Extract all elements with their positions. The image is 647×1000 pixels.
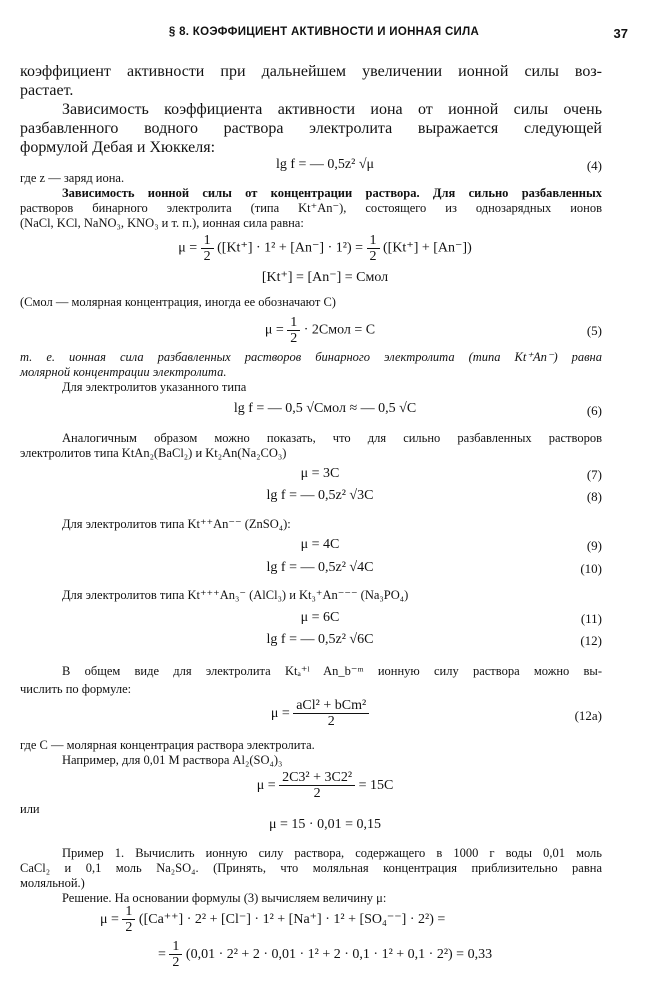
equation-number: (7) [586,467,602,482]
running-header [20,26,628,44]
fraction-denominator: 2 [369,249,377,264]
formula-part: μ = [100,912,119,927]
text-line: формулой Дебая и Хюккеля: [20,139,216,156]
formula-9: μ = 4C [300,537,340,552]
text-line: разбавленного водного раствора электролита выражается следующей [20,120,602,137]
fraction-half [287,315,300,346]
formula-solution-step1 [100,903,560,937]
fraction-numerator: 1 [169,939,182,955]
equation-number: (4) [586,158,602,173]
fraction-half [122,904,135,935]
formula-concentration-equality: [Kt⁺] = [An⁻] = Cмол [261,270,389,285]
equation-number: (12a) [574,708,602,723]
text-line: Зависимость коэффициента активности иона от ионной силы очень [62,101,602,118]
formula-12a [230,698,410,730]
text-line: где z — заряд иона. [20,171,125,185]
example-line: Пример 1. Вычислить ионную силу раствора, содержащего в 1000 г воды 0,01 моль [62,846,602,860]
formula-6: lg f = — 0,5 √Cмол ≈ — 0,5 √C [233,401,417,416]
page-number: 37 [613,26,628,41]
text-line: или [20,802,40,816]
solution-line: Решение. На основании формулы (3) вычисляем величину μ: [62,891,387,905]
formula-4: lg f = — 0,5z² √μ [275,157,375,172]
formula-ionic-strength-binary [160,233,490,264]
equation-number: (5) [586,323,602,338]
fraction [279,770,355,801]
formula-solution-step2 [158,938,578,972]
section-title: § 8. КОЭФФИЦИЕНТ АКТИВНОСТИ И ИОННАЯ СИЛА [168,26,480,38]
formula-part: ([Kt⁺] · 1² + [An⁻] · 1²) = [217,240,363,256]
text-line: коэффициент активности при дальнейшем увеличении ионной силы воз- [20,63,602,80]
text-line: Для электролитов типа Kt⁺⁺An⁻⁻ (ZnSO₄): [62,517,291,531]
fraction-denominator: 2 [327,714,335,730]
formula-10: lg f = — 0,5z² √4C [266,560,374,575]
text-line: электролитов типа KtAn₂(BaCl₂) и Kt₂An(Na₂CO₃) [20,446,287,460]
formula-part: μ = [256,778,276,793]
formula-11: μ = 6C [300,610,340,625]
section-heading-line: Зависимость ионной силы от концентрации раствора. Для сильно разбавленных [62,186,602,200]
fraction-denominator: 2 [172,955,180,971]
formula-part: = [158,947,166,962]
text-line: Для электролитов указанного типа [62,380,247,394]
formula-5 [230,315,410,346]
formula-part: μ = [178,240,198,256]
formula-part: ([Ca⁺⁺] · 2² + [Cl⁻] · 1² + [Na⁺] · 1² + [SO₄⁻⁻] · 2²) = [138,912,446,927]
formula-part: (0,01 · 2² + 2 · 0,01 · 1² + 2 · 0,1 · 1² + 0,1 · 2²) = 0,33 [185,947,493,962]
italic-statement-line: молярной концентрации электролита. [20,365,227,379]
text-line: где C — молярная концентрация раствора электролита. [20,738,315,752]
formula-part: μ = [264,322,284,338]
fraction-half [367,233,380,264]
fraction-numerator: 2C3² + 3C2² [279,770,355,786]
formula-example-result: μ = 15 · 0,01 = 0,15 [269,817,381,832]
formula-8: lg f = — 0,5z² √3C [266,488,374,503]
italic-statement-line: т. е. ионная сила разбавленных растворов бинарного электролита (типа Kt⁺An⁻) равна [20,350,602,364]
fraction-numerator: 1 [367,233,380,249]
formula-example-al2so43 [220,770,430,802]
text-line: В общем виде для электролита Ktₐ⁺ˡ An_b⁻ᵐ ионную силу раствора можно вы- [62,664,602,678]
fraction-denominator: 2 [290,331,298,346]
text-line: Для электролитов типа Kt⁺⁺⁺An₃⁻ (AlCl₃) и Kt₃⁺An⁻⁻⁻ (Na₃PO₄) [62,588,409,602]
text-line: Аналогичным образом можно показать, что для сильно разбавленных растворов [62,431,602,445]
example-line: CaCl₂ и 0,1 моль Na₂SO₄. (Принять, что моляльная концентрация приблизительно равна [20,861,602,875]
fraction [293,698,369,729]
fraction-numerator: aCl² + bCm² [293,698,369,714]
equation-number: (6) [586,403,602,418]
equation-number: (10) [580,561,602,576]
text-line: (Cмол — молярная концентрация, иногда ее обозначают C) [20,295,336,309]
fraction-half [201,233,214,264]
example-line: моляльной.) [20,876,85,890]
text-line: Например, для 0,01 M раствора Al₂(SO₄)₃ [62,753,283,767]
formula-7: μ = 3C [300,466,340,481]
equation-number: (11) [580,611,602,626]
fraction-numerator: 1 [201,233,214,249]
fraction-numerator: 1 [287,315,300,331]
formula-part: · 2Cмол = C [303,322,376,338]
formula-part: μ = [270,706,290,721]
text-line: растает. [20,82,74,99]
equation-number: (12) [580,633,602,648]
equation-number: (8) [586,489,602,504]
fraction-numerator: 1 [122,904,135,920]
formula-12: lg f = — 0,5z² √6C [266,632,374,647]
formula-part: = 15C [358,778,394,793]
fraction-denominator: 2 [313,786,321,802]
text-line: числить по формуле: [20,682,132,696]
formula-part: ([Kt⁺] + [An⁻]) [383,240,472,256]
equation-number: (9) [586,538,602,553]
text-line: (NaCl, KCl, NaNO₃, KNO₃ и т. п.), ионная сила равна: [20,216,304,230]
fraction-denominator: 2 [125,920,133,936]
fraction-denominator: 2 [203,249,211,264]
fraction-half [169,939,182,970]
text-line: растворов бинарного электролита (типа Kt⁺An⁻), состоящего из однозарядных ионов [20,201,602,215]
